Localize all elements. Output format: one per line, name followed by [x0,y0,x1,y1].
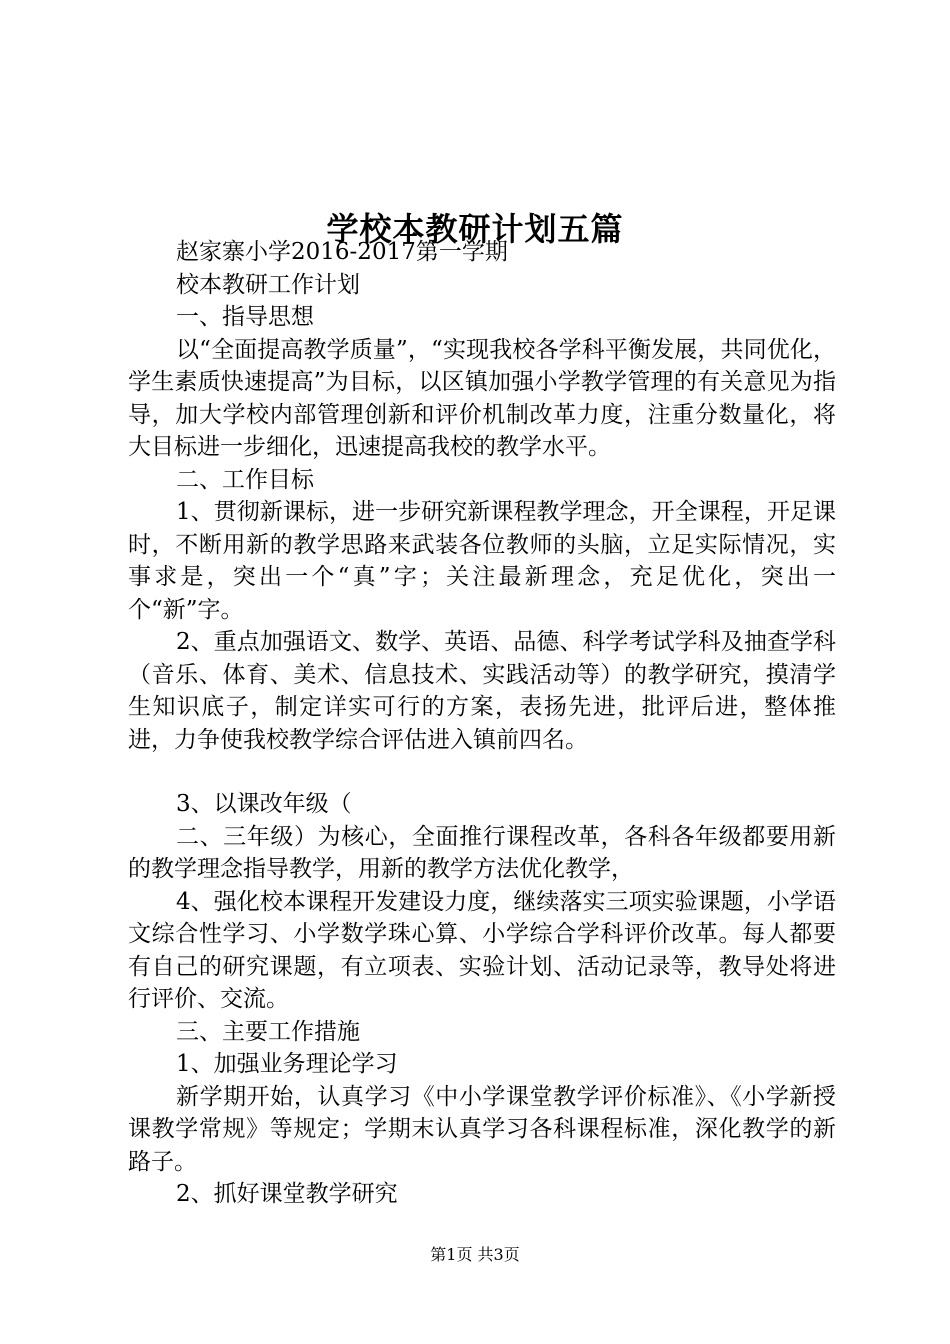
document-body [128,236,836,1211]
paragraph-goal-1: 1、贯彻新课标，进一步研究新课程教学理念，开全课程，开足课时，不断用新的教学思路来武装各位教师的头脑，立足实际情况，实事求是，突出一个“真”字；关注最新理念，充足优化，突出一个“新”字。 [128,499,836,623]
paragraph-goal-3-continued: 二、三年级）为核心，全面推行课程改革，各科各年级都要用新的教学理念指导教学，用新的教学方法优化教学， [128,823,836,882]
paragraph-goal-3-start: 3、以课改年级（ [176,791,352,817]
document-title: 学校本教研计划五篇 [326,210,624,249]
section-heading-main-measures: 三、主要工作措施 [176,1018,360,1045]
paragraph-school-term: 赵家寨小学2016-2017第一学期 [176,239,508,265]
paragraph-goal-4: 4、强化校本课程开发建设力度，继续落实三项实验课题，小学语文综合性学习、小学数学珠心算、小学综合学科评价改革。每人都要有自己的研究课题，有立项表、实验计划、活动记录等，教导处将进行评价、交流。 [128,888,836,1012]
paragraph-plan-name: 校本教研工作计划 [176,271,360,298]
paragraph-theory-study: 新学期开始，认真学习《中小学课堂教学评价标准》、《小学新授课教学常规》等规定；学期末认真学习各科课程标准，深化教学的新路子。 [128,1083,836,1175]
section-heading-work-goals: 二、工作目标 [176,466,314,493]
subheading-theory-study: 1、加强业务理论学习 [176,1051,398,1077]
paragraph-goal-2: 2、重点加强语文、数学、英语、品德、科学考试学科及抽查学科（音乐、体育、美术、信息技术、实践活动等）的教学研究，摸清学生知识底子，制定详实可行的方案，表扬先进，批评后进，整体推进，力争使我校教学综合评估进入镇前四名。 [128,629,836,753]
paragraph-guiding-ideas: 以“全面提高教学质量”，“实现我校各学科平衡发展，共同优化，学生素质快速提高”为目标，以区镇加强小学教学管理的有关意见为指导，加大学校内部管理创新和评价机制改革力度，注重分数量化，将大目标进一步细化，迅速提高我校的教学水平。 [128,336,836,460]
section-heading-guiding-ideas: 一、指导思想 [176,304,314,330]
subheading-classroom-research: 2、抓好课堂教学研究 [176,1181,398,1207]
page-number-footer: 第1页 共3页 [430,1245,520,1264]
